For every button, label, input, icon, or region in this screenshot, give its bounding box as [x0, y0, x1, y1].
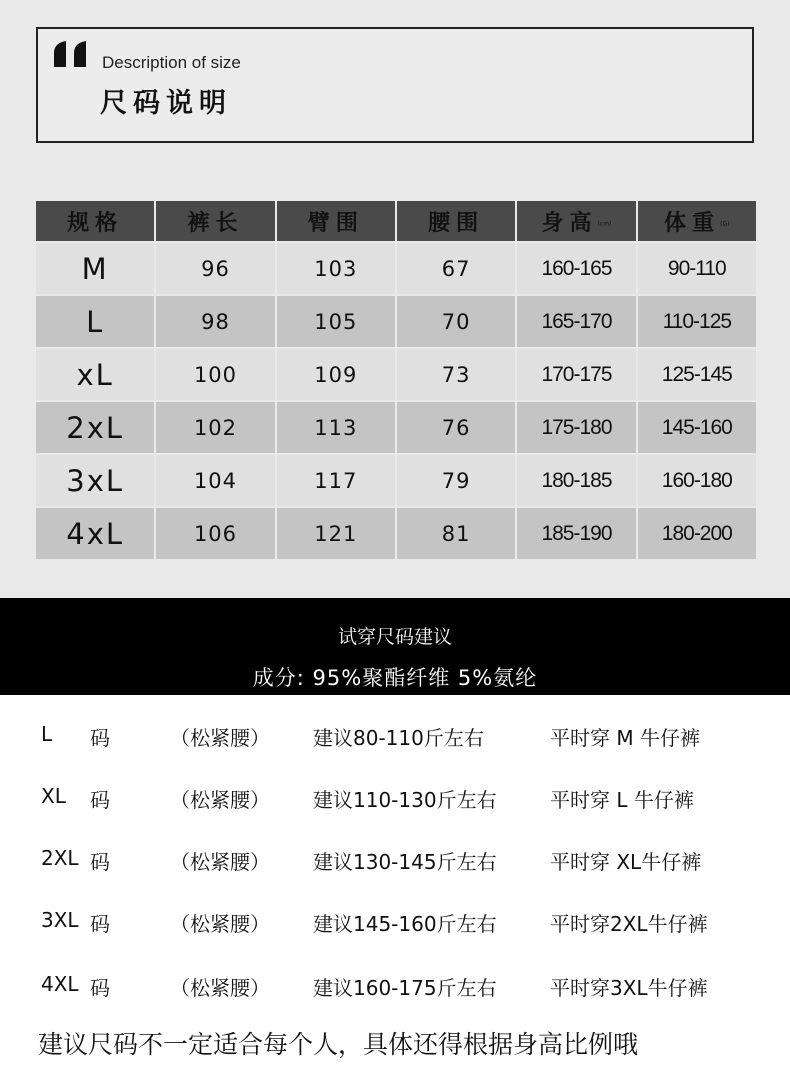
title-box — [36, 27, 754, 143]
table-cell: 103 — [277, 243, 395, 294]
table-row — [36, 402, 756, 453]
rec-unit: 码 — [90, 976, 110, 1000]
weight-unit: (G) — [720, 220, 730, 227]
table-cell: 125-145 — [638, 349, 756, 400]
table-row — [36, 296, 756, 347]
table-cell: 165-170 — [517, 296, 635, 347]
table-cell: 185-190 — [517, 508, 635, 559]
material-composition: 成分: 95%聚酯纤维 5%氨纶 — [252, 666, 538, 690]
footer-note: 建议尺码不一定适合每个人，具体还得根据身高比例哦 — [38, 1030, 639, 1059]
rec-usual-size: 平时穿 L 牛仔裤 — [550, 788, 694, 812]
rec-size: 4XL — [41, 972, 79, 996]
table-cell: xL — [36, 349, 154, 400]
table-cell: 121 — [277, 508, 395, 559]
weight-label: 体重 — [664, 210, 721, 236]
table-cell: 67 — [397, 243, 515, 294]
table-row — [36, 243, 756, 294]
table-cell: 102 — [156, 402, 274, 453]
column-header-size: 规格 — [36, 201, 154, 241]
table-cell: 170-175 — [517, 349, 635, 400]
rec-size: 3XL — [41, 908, 79, 932]
rec-weight-range: 建议80-110斤左右 — [313, 726, 484, 750]
table-cell: 81 — [397, 508, 515, 559]
table-cell: 145-160 — [638, 402, 756, 453]
column-header-waist: 腰围 — [397, 201, 515, 241]
rec-usual-size: 平时穿 XL牛仔裤 — [550, 850, 702, 874]
description-subtitle: Description of size — [102, 53, 241, 72]
table-cell: 175-180 — [517, 402, 635, 453]
rec-waist-type: （松紧腰） — [170, 788, 270, 812]
table-cell: 100 — [156, 349, 274, 400]
rec-waist-type: （松紧腰） — [170, 976, 270, 1000]
table-cell: 180-200 — [638, 508, 756, 559]
table-row — [36, 508, 756, 559]
rec-unit: 码 — [90, 850, 110, 874]
table-cell: 98 — [156, 296, 274, 347]
rec-waist-type: （松紧腰） — [170, 912, 270, 936]
column-header-weight — [638, 201, 756, 241]
rec-usual-size: 平时穿3XL牛仔裤 — [550, 976, 708, 1000]
table-row — [36, 349, 756, 400]
recommendation-row — [0, 722, 790, 752]
table-cell: 106 — [156, 508, 274, 559]
table-cell: 73 — [397, 349, 515, 400]
table-cell: 160-180 — [638, 455, 756, 506]
table-cell: 70 — [397, 296, 515, 347]
table-cell: M — [36, 243, 154, 294]
size-table-header — [36, 201, 756, 241]
table-cell: 180-185 — [517, 455, 635, 506]
table-cell: 109 — [277, 349, 395, 400]
rec-size: L — [41, 722, 53, 746]
table-cell: 79 — [397, 455, 515, 506]
column-header-pants-length: 裤长 — [156, 201, 274, 241]
rec-waist-type: （松紧腰） — [170, 726, 270, 750]
rec-usual-size: 平时穿 M 牛仔裤 — [550, 726, 700, 750]
banner-title: 试穿尺码建议 — [337, 626, 452, 648]
table-cell: 105 — [277, 296, 395, 347]
size-table — [34, 199, 758, 561]
height-unit: (cm) — [597, 220, 612, 227]
recommendation-row — [0, 908, 790, 938]
table-cell: 96 — [156, 243, 274, 294]
table-row — [36, 455, 756, 506]
rec-weight-range: 建议160-175斤左右 — [313, 976, 497, 1000]
table-cell: 104 — [156, 455, 274, 506]
table-cell: 4xL — [36, 508, 154, 559]
column-header-arm: 臂围 — [277, 201, 395, 241]
table-cell: 3xL — [36, 455, 154, 506]
table-cell: 160-165 — [517, 243, 635, 294]
table-cell: 110-125 — [638, 296, 756, 347]
rec-weight-range: 建议130-145斤左右 — [313, 850, 497, 874]
rec-usual-size: 平时穿2XL牛仔裤 — [550, 912, 708, 936]
table-cell: 90-110 — [638, 243, 756, 294]
recommendation-row — [0, 972, 790, 1002]
rec-unit: 码 — [90, 726, 110, 750]
rec-unit: 码 — [90, 788, 110, 812]
recommendation-row — [0, 846, 790, 876]
table-cell: 2xL — [36, 402, 154, 453]
height-label: 身高 — [541, 210, 598, 236]
table-cell: 117 — [277, 455, 395, 506]
rec-waist-type: （松紧腰） — [170, 850, 270, 874]
description-title: 尺码说明 — [100, 88, 232, 119]
rec-size: 2XL — [41, 846, 79, 870]
rec-weight-range: 建议110-130斤左右 — [313, 788, 497, 812]
quote-mark-icon — [52, 41, 92, 67]
table-cell: 113 — [277, 402, 395, 453]
recommendation-row — [0, 784, 790, 814]
column-header-height — [517, 201, 635, 241]
table-cell: L — [36, 296, 154, 347]
rec-size: XL — [41, 784, 66, 808]
rec-unit: 码 — [90, 912, 110, 936]
rec-weight-range: 建议145-160斤左右 — [313, 912, 497, 936]
table-cell: 76 — [397, 402, 515, 453]
